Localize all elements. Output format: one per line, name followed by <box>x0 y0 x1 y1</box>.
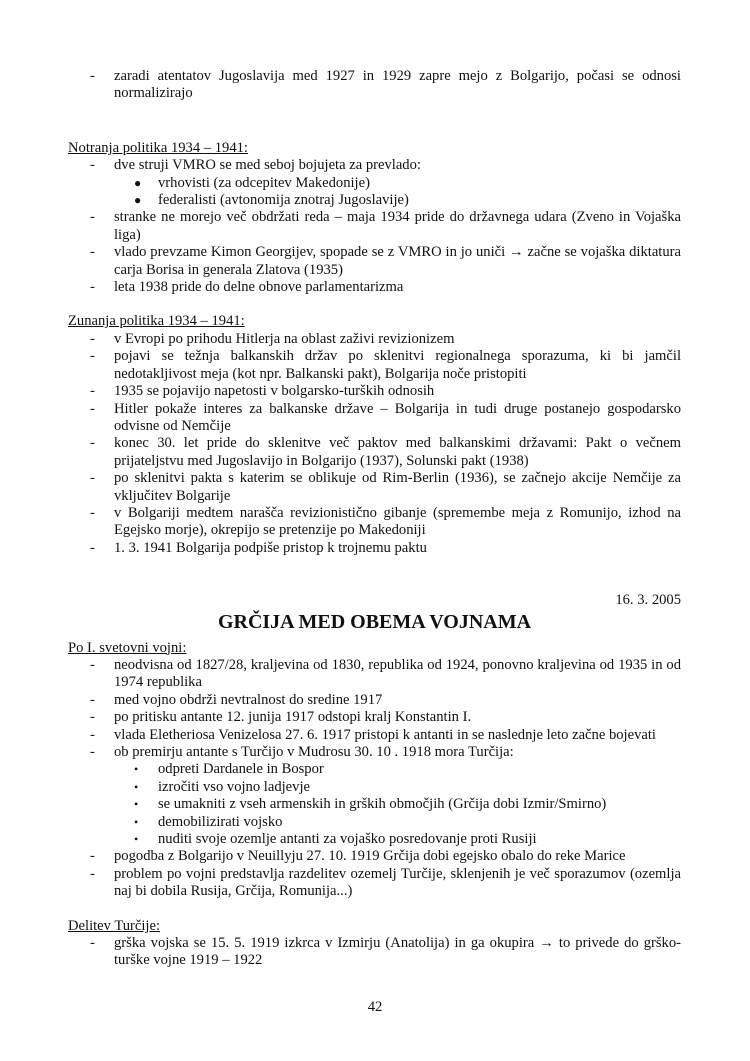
list-item <box>68 848 681 865</box>
item-text: po sklenitvi pakta s katerim se oblikuje od Rim-Berlin (1936), se začnejo akcije Nemčije za vključitev Bolgarije <box>114 470 681 504</box>
list-item <box>68 470 681 505</box>
dash-marker: - <box>90 330 95 347</box>
item-text: Hitler pokaže interes za balkanske države – Bolgarija in tudi druge postanejo gospodarsko odvisne od Nemčije <box>114 400 681 434</box>
item-text: ob premirju antante s Turčijo v Mudrosu 30. 10 . 1918 mora Turčija: <box>114 744 514 760</box>
sub-list-item <box>68 814 681 831</box>
dash-marker: - <box>90 691 95 708</box>
item-text: med vojno obdrži nevtralnost do sredine 1917 <box>114 691 383 708</box>
dash-marker: - <box>90 935 95 952</box>
list-item <box>68 209 681 244</box>
item-text: 1. 3. 1941 Bolgarija podpiše pristop k trojnemu paktu <box>114 539 427 556</box>
dash-marker: - <box>90 539 95 556</box>
page-number: 42 <box>367 999 383 1015</box>
bullet-marker: • <box>134 814 139 829</box>
bullet-marker: • <box>134 762 139 777</box>
sub-list-item <box>68 796 681 813</box>
bullet-marker: • <box>134 797 139 812</box>
list-item <box>68 244 681 279</box>
item-text: v Evropi po prihodu Hitlerja na oblast zaživi revizionizem <box>114 330 455 347</box>
item-text: 1935 se pojavijo napetosti v bolgarsko-turških odnosih <box>114 383 435 400</box>
dash-marker: - <box>90 348 95 365</box>
dash-marker: - <box>90 157 95 174</box>
item-text: vlado prevzame Kimon Georgijev, spopade se z VMRO in jo uniči → začne se vojaška diktatura carja Borisa in generala Zlatova (1935) <box>114 244 681 278</box>
dash-marker: - <box>90 400 95 417</box>
dash-marker: - <box>90 504 95 521</box>
section-heading-partition-of-turkey: Delitev Turčije: <box>68 917 161 934</box>
item-text: po pritisku antante 12. junija 1917 odstopi kralj Konstantin I. <box>114 709 472 726</box>
sub-list-item <box>68 779 681 796</box>
item-text: izročiti vso vojno ladjevje <box>158 778 310 795</box>
list-item <box>68 157 681 174</box>
item-text: leta 1938 pride do delne obnove parlamentarizma <box>114 279 404 296</box>
list-item <box>68 348 681 383</box>
list-item <box>68 657 681 692</box>
list-item <box>68 505 681 540</box>
bullet-marker: ● <box>134 193 142 208</box>
dash-marker: - <box>90 209 95 226</box>
dash-marker: - <box>90 383 95 400</box>
item-text: odpreti Dardanele in Bospor <box>158 761 324 778</box>
section-heading-external-politics: Zunanja politika 1934 – 1941: <box>68 313 245 330</box>
item-text: vlada Eletheriosa Venizelosa 27. 6. 1917 pristopi k antanti in se naslednje leto začne bojevati <box>114 726 656 743</box>
dash-marker: - <box>90 279 95 296</box>
item-text: neodvisna od 1827/28, kraljevina od 1830, republika od 1924, ponovno kraljevina od 1935 in od 1974 republika <box>114 656 681 691</box>
sub-list-item <box>68 831 681 848</box>
item-text: pojavi se težnja balkanskih držav po sklenitvi regionalnega sporazuma, ki bi jamčil nedotakljivost meja (kot npr. Balkanski pakt), Bolgarija noče pristopiti <box>114 348 681 382</box>
list-item <box>68 68 681 103</box>
list-item <box>68 401 681 436</box>
dash-marker: - <box>90 435 95 452</box>
dash-marker: - <box>90 244 95 261</box>
dash-marker: - <box>90 68 95 84</box>
item-text: konec 30. let pride do sklenitve več paktov med balkanskimi državami: Pakt o večnem prijateljstvu med Jugoslavijo in Bolgarijo (1937), Solunski pakt (1938) <box>114 435 681 469</box>
item-text: se umakniti z vseh armenskih in grških območjih (Grčija dobi Izmir/Smirno) <box>158 796 607 813</box>
item-text: vrhovisti (za odcepitev Makedonije) <box>158 174 370 191</box>
item-text: nuditi svoje ozemlje antanti za vojaško posredovanje proti Rusiji <box>158 831 537 848</box>
item-text: dve struji VMRO se med seboj bojujeta za prevlado: <box>114 157 421 174</box>
lecture-date: 16. 3. 2005 <box>615 592 681 609</box>
list-item <box>68 435 681 470</box>
item-text: v Bolgariji medtem narašča revizionistično gibanje (spremembe meja z Romunijo, izhod na Egejsko morje), okrepijo se pretenzije po Makedoniji <box>114 504 681 539</box>
list-item <box>68 383 681 400</box>
bullet-marker: ● <box>134 175 142 190</box>
bullet-marker: • <box>134 779 139 794</box>
dash-marker: - <box>90 470 95 487</box>
item-text: zaradi atentatov Jugoslavija med 1927 in 1929 zapre mejo z Bolgarijo, počasi se odnosi normalizirajo <box>114 68 681 102</box>
dash-marker: - <box>90 744 95 760</box>
list-item <box>68 331 681 348</box>
section-heading-after-ww1: Po I. svetovni vojni: <box>68 639 187 656</box>
section-heading-internal-politics: Notranja politika 1934 – 1941: <box>68 139 248 156</box>
sub-list-item <box>68 761 681 778</box>
item-text: federalisti (avtonomija znotraj Jugoslavije) <box>158 192 409 209</box>
list-item <box>68 744 681 761</box>
dash-marker: - <box>90 848 95 865</box>
item-text: grška vojska se 15. 5. 1919 izkrca v Izmirju (Anatolija) in ga okupira → to privede do grško-turške vojne 1919 – 1922 <box>114 935 681 969</box>
item-text: stranke ne morejo več obdržati reda – maja 1934 pride do državnega udara (Zveno in Vojaška liga) <box>114 209 681 243</box>
list-item <box>68 866 681 901</box>
bullet-marker: • <box>134 832 139 847</box>
list-item <box>68 935 681 970</box>
list-item <box>68 279 681 296</box>
sub-list-item <box>68 192 681 209</box>
list-item <box>68 540 681 557</box>
list-item <box>68 709 681 726</box>
item-text: pogodba z Bolgarijo v Neuillyju 27. 10. 1919 Grčija dobi egejsko obalo do reke Marice <box>114 848 626 865</box>
dash-marker: - <box>90 865 95 882</box>
page-title: GRČIJA MED OBEMA VOJNAMA <box>217 610 532 633</box>
dash-marker: - <box>90 656 95 673</box>
item-text: demobilizirati vojsko <box>158 813 283 830</box>
dash-marker: - <box>90 709 95 726</box>
list-item <box>68 727 681 744</box>
document-page <box>68 68 681 970</box>
dash-marker: - <box>90 726 95 743</box>
list-item <box>68 692 681 709</box>
sub-list-item <box>68 175 681 192</box>
item-text: problem po vojni predstavlja razdelitev ozemelj Turčije, sklenjenih je več sporazumov (ozemlja naj bi dobila Rusija, Grčija, Romunija...) <box>114 865 681 900</box>
